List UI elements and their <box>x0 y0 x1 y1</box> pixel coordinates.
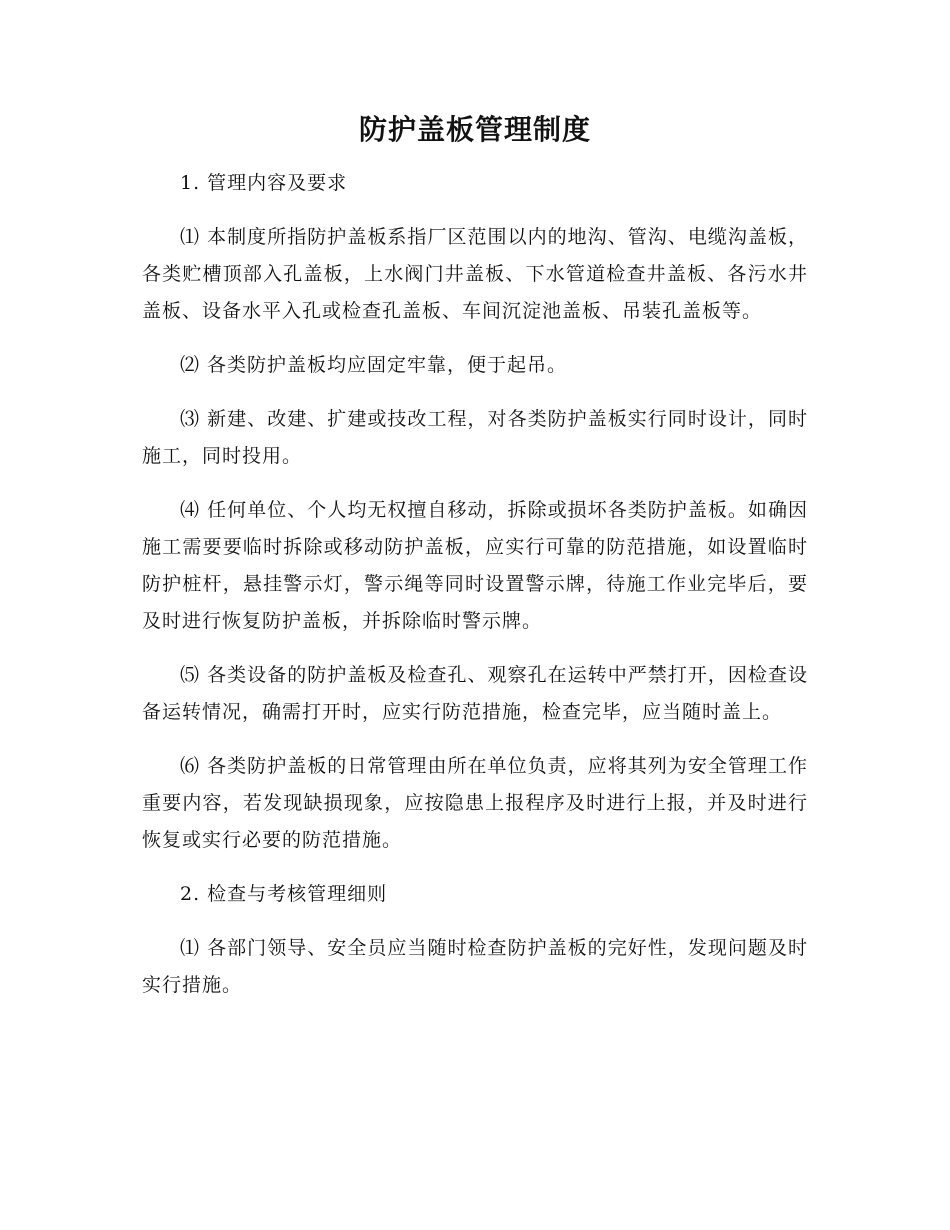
section-heading-1: 1. 管理内容及要求 <box>180 172 348 194</box>
page-title: 防护盖板管理制度 <box>358 113 591 146</box>
paragraph-3: ⑶ 新建、改建、扩建或技改工程，对各类防护盖板实行同时设计，同时施工，同时投用。 <box>142 408 808 467</box>
paragraph-6: ⑹ 各类防护盖板的日常管理由所在单位负责，应将其列为安全管理工作重要内容，若发现缺损现象，应按隐患上报程序及时进行上报，并及时进行恢复或实行必要的防范措施。 <box>142 755 808 851</box>
paragraph-7: ⑴ 各部门领导、安全员应当随时检查防护盖板的完好性，发现问题及时实行措施。 <box>142 937 808 996</box>
section-heading-2: 2. 检查与考核管理细则 <box>180 883 388 905</box>
paragraph-4: ⑷ 任何单位、个人均无权擅自移动，拆除或损坏各类防护盖板。如确因施工需要要临时拆除或移动防护盖板，应实行可靠的防范措施，如设置临时防护桩杆，悬挂警示灯，警示绳等同时设置警示牌，待施工作业完毕后，要及时进行恢复防护盖板，并拆除临时警示牌。 <box>142 499 808 632</box>
paragraph-1: ⑴ 本制度所指防护盖板系指厂区范围以内的地沟、管沟、电缆沟盖板，各类贮槽顶部入孔盖板，上水阀门井盖板、下水管道检查井盖板、各污水井盖板、设备水平入孔或检查孔盖板、车间沉淀池盖板、吊装孔盖板等。 <box>142 226 808 322</box>
document-body <box>142 165 808 1021</box>
paragraph-5: ⑸ 各类设备的防护盖板及检查孔、观察孔在运转中严禁打开，因检查设备运转情况，确需打开时，应实行防范措施，检查完毕，应当随时盖上。 <box>142 664 808 723</box>
paragraph-2: ⑵ 各类防护盖板均应固定牢靠，便于起吊。 <box>180 354 568 376</box>
